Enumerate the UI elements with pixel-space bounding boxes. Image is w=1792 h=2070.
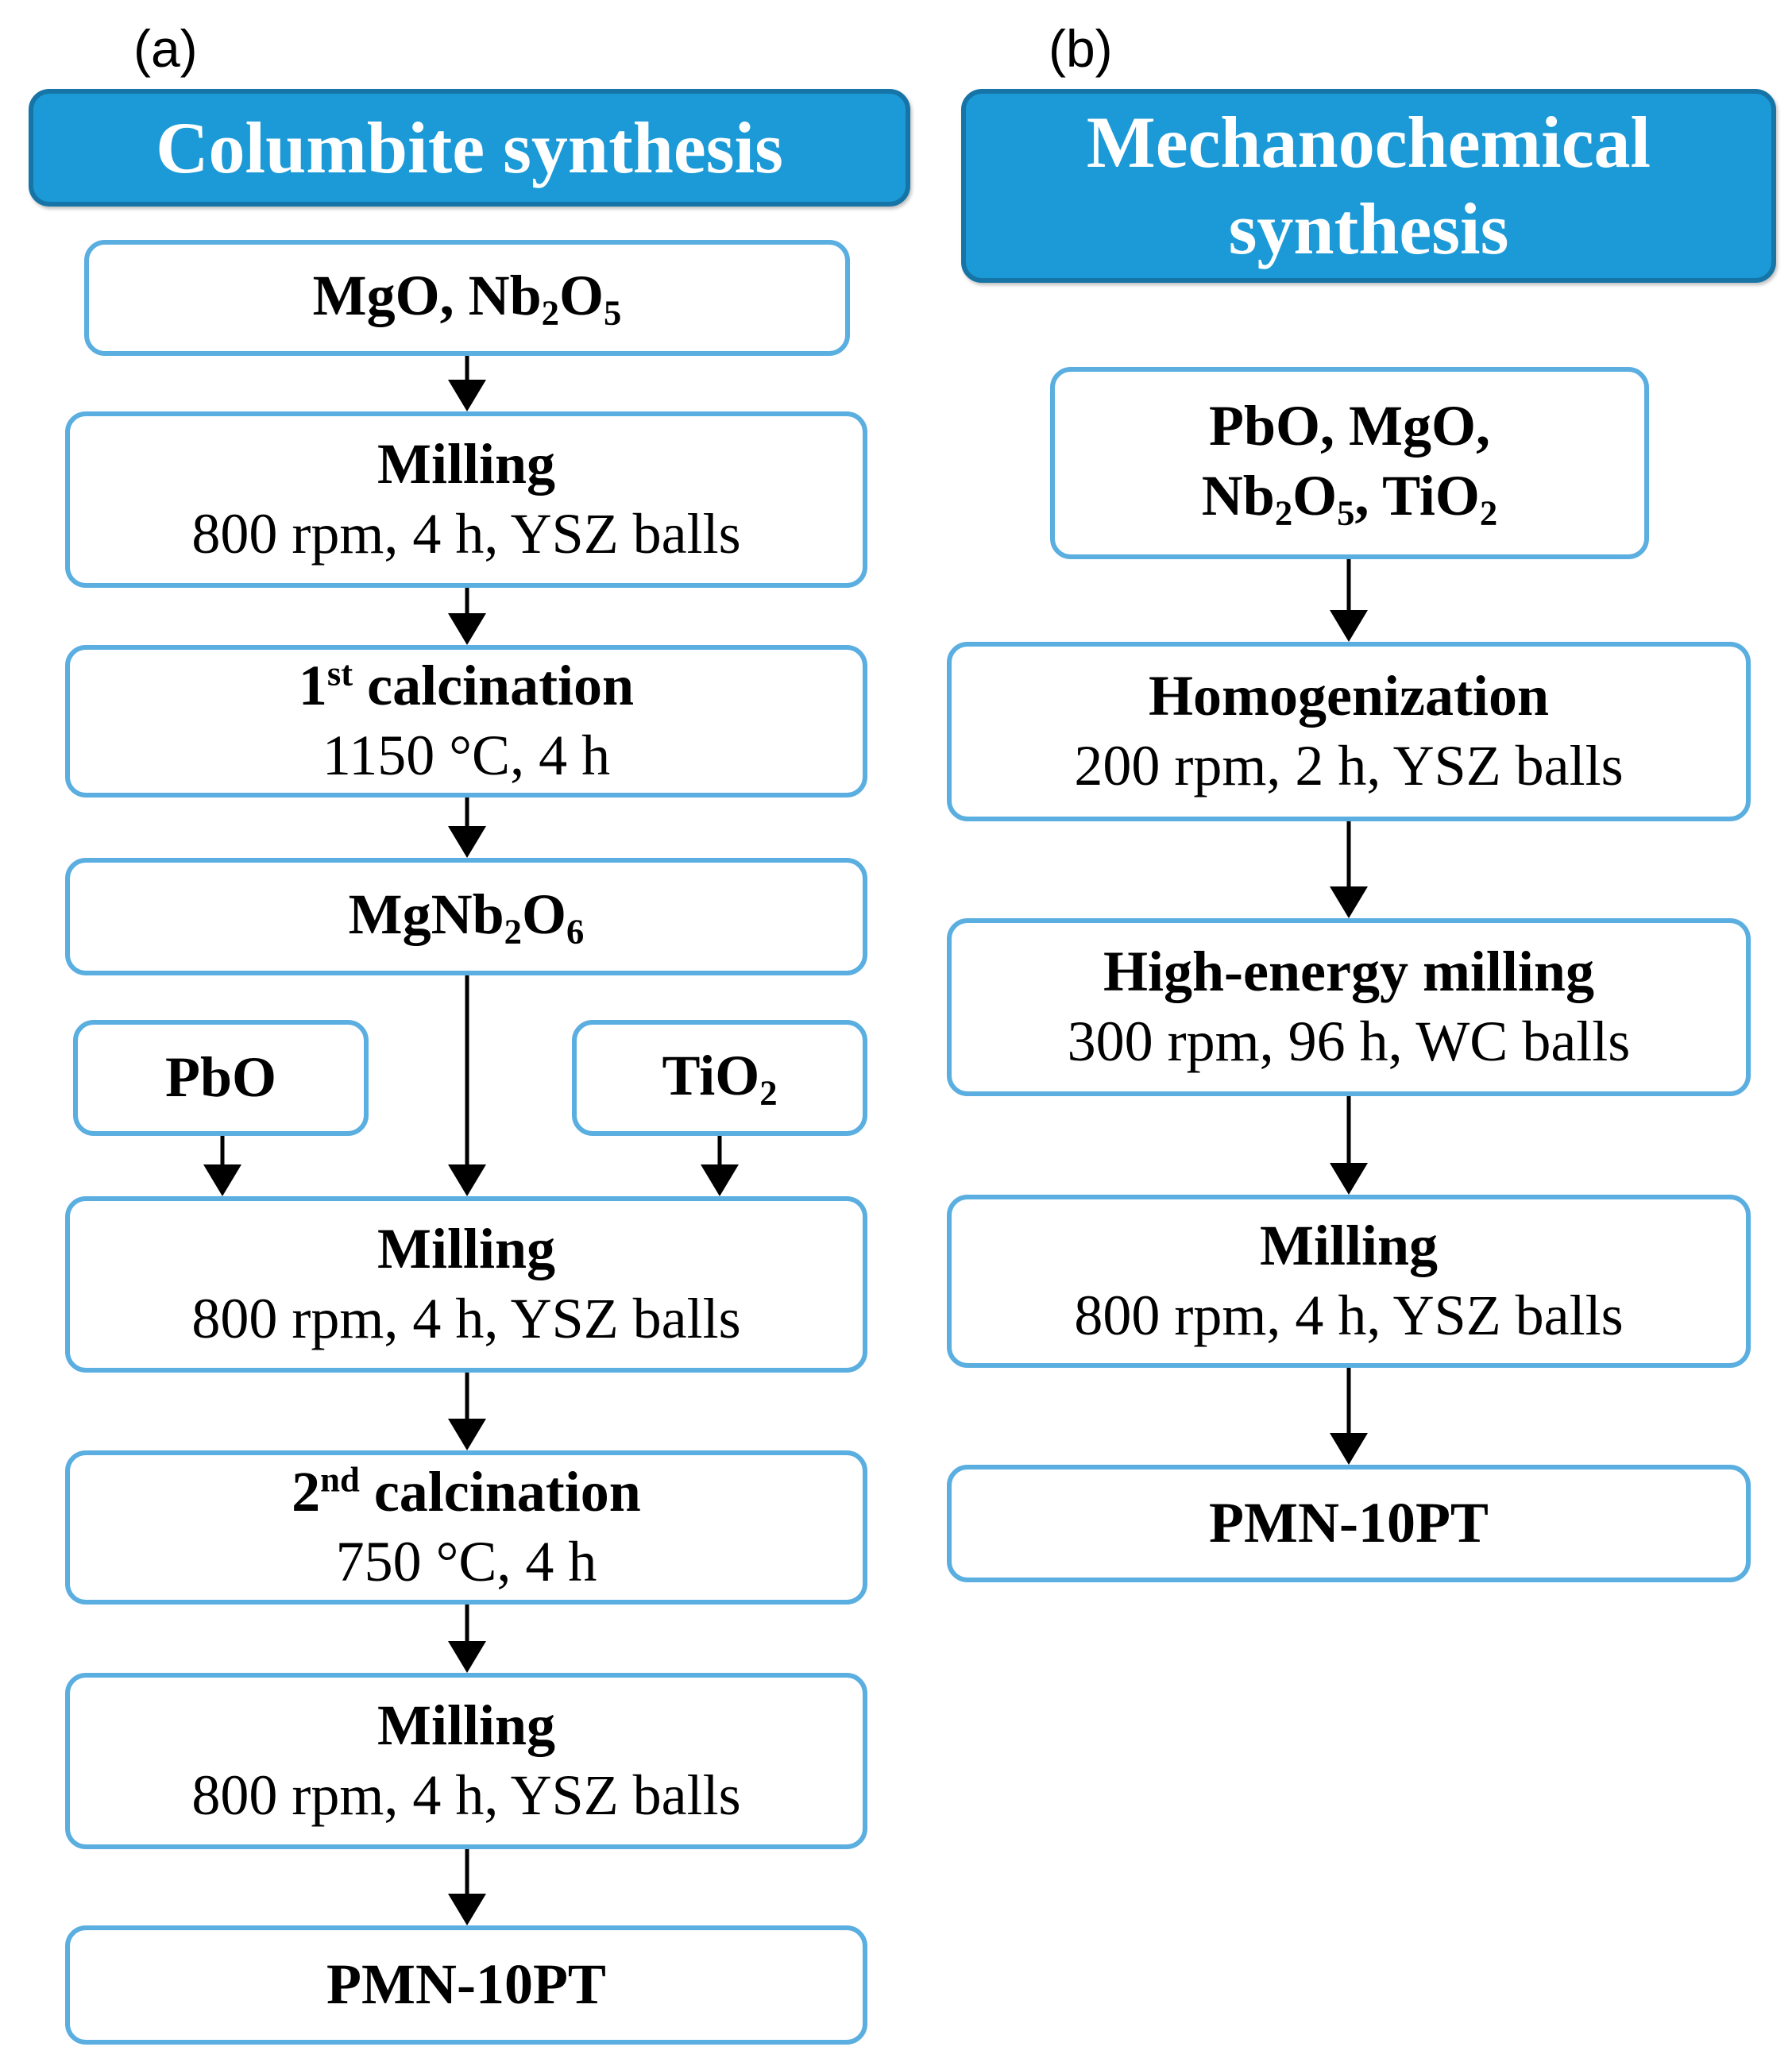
panel-b-label: (b)	[1049, 19, 1113, 78]
milling-step-3-detail: 800 rpm, 4 h, YSZ balls	[191, 1763, 741, 1827]
product-a-text: PMN-10PT	[326, 1952, 606, 2017]
first-calcination-title: 1st calcination	[298, 653, 635, 718]
arrow-pbo-to-milling2	[203, 1136, 241, 1196]
milling-step-1-title: Milling	[377, 432, 555, 496]
start-materials-a-text: MgO, $Nb_2O_5$	[312, 264, 622, 333]
arrow-startb-to-homogenization	[1330, 559, 1368, 642]
milling-step-b-detail: 800 rpm, 4 h, YSZ balls	[1074, 1284, 1624, 1347]
mechanochemical-title-line2: synthesis	[1228, 188, 1509, 269]
arrow-calc2-to-milling3	[448, 1605, 486, 1673]
columbite-synthesis-title: Columbite synthesis	[156, 106, 783, 188]
second-calcination-detail: 750 °C, 4 h	[335, 1530, 597, 1593]
second-calcination-title: 2nd calcination	[292, 1459, 641, 1524]
milling-step-b-title: Milling	[1259, 1214, 1438, 1278]
milling-step-3-title: Milling	[377, 1693, 555, 1758]
milling-step-2-title: Milling	[377, 1217, 555, 1281]
milling-step-2-detail: 800 rpm, 4 h, YSZ balls	[191, 1287, 741, 1350]
arrow-calc1-to-mgnb2o6	[448, 797, 486, 858]
arrow-hem-to-milling	[1330, 1096, 1368, 1195]
panel-a-label: (a)	[133, 19, 198, 78]
first-calcination-detail: 1150 °C, 4 h	[322, 724, 611, 787]
mgnb2o6-text: $MgNb_2O_6$	[348, 882, 585, 952]
homogenization-detail: 200 rpm, 2 h, YSZ balls	[1074, 734, 1624, 797]
start-materials-b-line2: $Nb_2O_5$, TiO$_2$	[1201, 463, 1498, 533]
arrow-milling2-to-calc2	[448, 1373, 486, 1450]
high-energy-milling-detail: 300 rpm, 96 h, WC balls	[1067, 1010, 1631, 1073]
arrow-tio2-to-milling2	[701, 1136, 739, 1196]
arrow-milling3-to-product	[448, 1849, 486, 1925]
high-energy-milling-title: High-energy milling	[1103, 940, 1594, 1004]
arrow-milling1-to-calc1	[448, 588, 486, 645]
milling-step-1-detail: 800 rpm, 4 h, YSZ balls	[191, 502, 741, 566]
tio2-text: TiO$_2$	[662, 1044, 778, 1113]
product-b-text: PMN-10PT	[1209, 1491, 1489, 1555]
arrow-start-to-milling1	[448, 356, 486, 411]
arrow-homogenization-to-hem	[1330, 821, 1368, 918]
arrow-mgnb2o6-to-milling2	[448, 975, 486, 1196]
mechanochemical-title-line1: Mechanochemical	[1086, 102, 1651, 183]
pbo-text: PbO	[164, 1045, 277, 1110]
arrow-milling-to-product-b	[1330, 1368, 1368, 1465]
homogenization-title: Homogenization	[1149, 664, 1549, 728]
start-materials-b-line1: PbO, MgO,	[1209, 394, 1490, 458]
